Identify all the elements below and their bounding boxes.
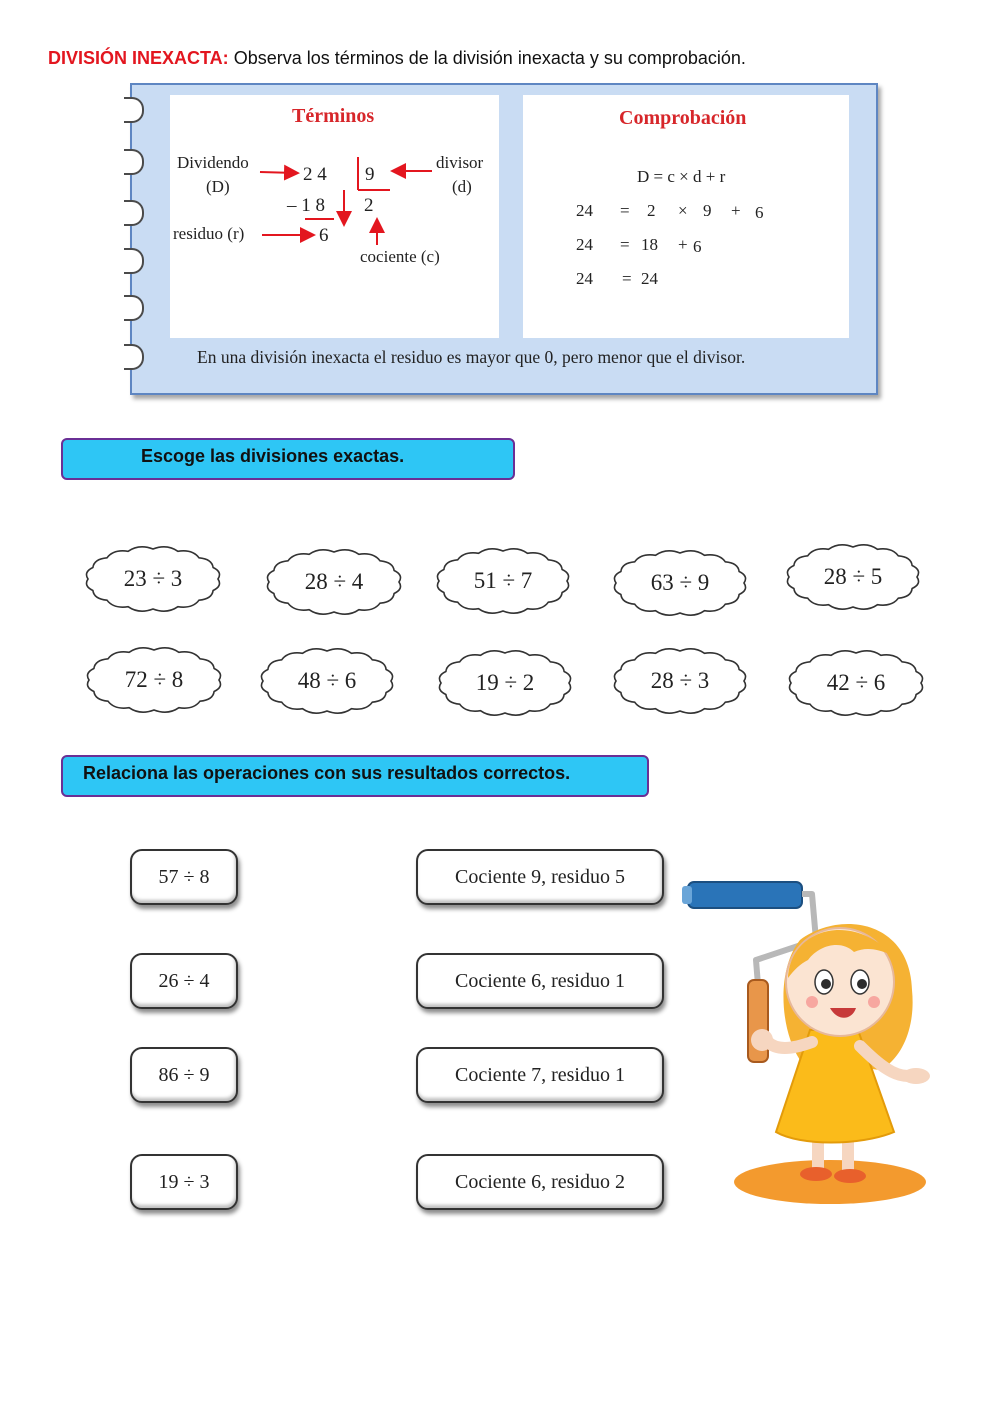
check-term: 24 xyxy=(576,269,593,288)
operation-pill[interactable]: 26 ÷ 4 xyxy=(130,953,238,1009)
operation-pill[interactable]: 57 ÷ 8 xyxy=(130,849,238,905)
division-option[interactable] xyxy=(264,547,404,617)
division-label: 63 ÷ 9 xyxy=(650,570,710,595)
division-diagram-arrows xyxy=(170,95,499,338)
check-term: × xyxy=(678,201,688,220)
dividendo-symbol: (D) xyxy=(206,177,230,196)
binder-ring-icon xyxy=(124,149,144,175)
check-term: = xyxy=(620,235,630,254)
division-option[interactable] xyxy=(611,646,749,716)
divisor-value: 9 xyxy=(365,164,375,185)
division-option[interactable] xyxy=(84,645,224,715)
binder-ring-icon xyxy=(124,248,144,274)
check-term: = xyxy=(622,269,632,288)
binder-ring-icon xyxy=(124,97,144,123)
division-label: 28 ÷ 3 xyxy=(650,668,710,693)
division-label: 42 ÷ 6 xyxy=(826,670,886,695)
subtract-value: – 1 8 xyxy=(287,195,325,216)
binder-ring-icon xyxy=(124,295,144,321)
title-bold: DIVISIÓN INEXACTA: xyxy=(48,48,229,68)
division-label: 51 ÷ 7 xyxy=(473,568,533,593)
floor-shadow xyxy=(734,1160,926,1204)
divisor-symbol: (d) xyxy=(452,177,472,196)
division-label: 28 ÷ 4 xyxy=(304,569,364,594)
division-option[interactable] xyxy=(436,648,574,718)
result-pill[interactable]: Cociente 7, residuo 1 xyxy=(416,1047,664,1103)
check-term: 24 xyxy=(641,269,658,288)
division-option[interactable] xyxy=(786,648,926,718)
check-term: + xyxy=(678,235,688,254)
instruction-banner-match: Relaciona las operaciones con sus resultados correctos. xyxy=(61,755,649,797)
result-pill[interactable]: Cociente 6, residuo 2 xyxy=(416,1154,664,1210)
dividendo-label: Dividendo xyxy=(177,153,249,172)
division-option[interactable] xyxy=(611,548,749,618)
operation-pill[interactable]: 86 ÷ 9 xyxy=(130,1047,238,1103)
explanation-card xyxy=(130,83,878,395)
girl-paint-roller-illustration xyxy=(680,870,940,1210)
division-option[interactable] xyxy=(784,542,922,612)
title-rest: Observa los términos de la división inexacta y su comprobación. xyxy=(228,48,746,68)
quotient-value: 2 xyxy=(364,195,374,216)
rule-text: En una división inexacta el residuo es mayor que 0, pero menor que el divisor. xyxy=(197,347,746,367)
residuo-label: residuo (r) xyxy=(173,224,245,243)
check-term: 6 xyxy=(755,203,764,222)
check-term: + xyxy=(731,201,741,220)
roller-icon xyxy=(688,882,802,908)
result-pill[interactable]: Cociente 6, residuo 1 xyxy=(416,953,664,1009)
check-term: = xyxy=(620,201,630,220)
terms-title: Términos xyxy=(292,105,375,127)
remainder-value: 6 xyxy=(319,225,329,246)
division-label: 19 ÷ 2 xyxy=(475,670,535,695)
divisor-label: divisor xyxy=(436,153,484,172)
check-term: 2 xyxy=(647,201,656,220)
division-label: 48 ÷ 6 xyxy=(297,668,357,693)
division-option[interactable] xyxy=(83,544,223,614)
division-option[interactable] xyxy=(258,646,396,716)
check-term: 24 xyxy=(576,235,593,254)
binder-ring-icon xyxy=(124,344,144,370)
instruction-banner-exact: Escoge las divisiones exactas. xyxy=(61,438,515,480)
cociente-label: cociente (c) xyxy=(360,247,440,266)
check-term: 6 xyxy=(693,237,702,256)
check-panel xyxy=(523,95,849,338)
check-term: 24 xyxy=(576,201,593,220)
terms-panel xyxy=(170,95,499,338)
check-term: 18 xyxy=(641,235,658,254)
division-label: 23 ÷ 3 xyxy=(123,566,183,591)
result-pill[interactable]: Cociente 9, residuo 5 xyxy=(416,849,664,905)
check-term: 9 xyxy=(703,201,712,220)
page-title xyxy=(48,48,746,69)
binder-ring-icon xyxy=(124,200,144,226)
division-option[interactable] xyxy=(434,546,572,616)
check-formula: D = c × d + r xyxy=(637,167,726,186)
dividend-value: 2 4 xyxy=(303,164,327,185)
division-label: 72 ÷ 8 xyxy=(124,667,184,692)
operation-pill[interactable]: 19 ÷ 3 xyxy=(130,1154,238,1210)
check-title: Comprobación xyxy=(619,107,747,129)
division-label: 28 ÷ 5 xyxy=(823,564,883,589)
